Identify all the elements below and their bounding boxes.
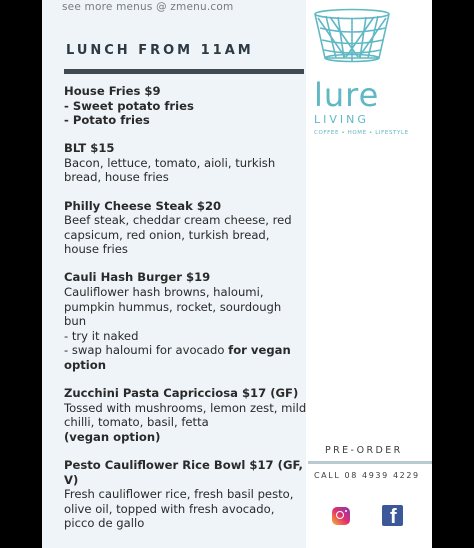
menu-item-house-fries xyxy=(64,84,309,128)
menu-item-zucchini-pasta xyxy=(64,386,309,444)
menu-item-cauli-hash-burger xyxy=(64,270,309,372)
item-option: - Sweet potato fries xyxy=(64,98,194,113)
facebook-icon[interactable]: f xyxy=(382,505,403,526)
item-description: Bacon, lettuce, tomato, aioli, turkish xyxy=(64,155,276,170)
item-description: Beef steak, cheddar cream cheese, red xyxy=(64,213,292,228)
item-title: BLT $15 xyxy=(64,141,115,156)
item-description: bread, house fries xyxy=(64,170,169,185)
menu-list xyxy=(64,84,309,544)
vegan-bold: for vegan xyxy=(228,343,291,358)
brand-tagline: COFFEE • HOME • LIFESTYLE xyxy=(314,130,409,136)
instagram-icon[interactable] xyxy=(332,507,350,525)
menu-item-blt xyxy=(64,141,309,185)
brand-sub: LIVING xyxy=(314,113,369,126)
menu-item-pesto-cauliflower-rice-bowl xyxy=(64,458,309,531)
item-title: Zucchini Pasta Capricciosa $17 (GF) xyxy=(64,386,299,401)
item-description: olive oil, topped with fresh avocado, xyxy=(64,501,275,516)
item-description: chilli, tomato, basil, fetta xyxy=(64,415,209,430)
item-description: Tossed with mushrooms, lemon zest, mild xyxy=(64,400,307,415)
item-description: picco de gallo xyxy=(64,516,145,531)
item-description: - try it naked xyxy=(64,328,139,343)
item-title: Cauli Hash Burger $19 xyxy=(64,270,211,285)
item-description: bun xyxy=(64,314,87,329)
brand-name: lure xyxy=(314,76,380,114)
item-description: Fresh cauliflower rice, fresh basil pesto, xyxy=(64,487,294,502)
watermark-text: see more menus @ zmenu.com xyxy=(62,1,234,13)
item-vegan-option: (vegan option) xyxy=(64,429,161,444)
item-title-cont: V) xyxy=(64,472,79,487)
menu-page xyxy=(42,0,432,548)
item-description: capsicum, red onion, turkish bread, xyxy=(64,227,270,242)
instagram-dot xyxy=(345,510,348,513)
item-title: House Fries $9 xyxy=(64,84,161,98)
heading-divider xyxy=(64,69,304,74)
preorder-divider xyxy=(308,461,432,464)
item-option: - Potato fries xyxy=(64,113,150,128)
item-title: Philly Cheese Steak $20 xyxy=(64,198,222,213)
item-description: Cauliflower hash browns, haloumi, xyxy=(64,285,264,300)
menu-item-philly-cheese-steak xyxy=(64,199,309,257)
section-heading: LUNCH FROM 11AM xyxy=(66,43,254,58)
item-vegan-tail: option xyxy=(64,358,106,372)
preorder-label: PRE-ORDER xyxy=(325,445,403,456)
vegan-prefix: - swap haloumi for avocado xyxy=(64,343,229,358)
item-title: Pesto Cauliflower Rice Bowl $17 (GF, xyxy=(64,457,303,472)
item-description: pumpkin hummus, rocket, sourdough xyxy=(64,299,282,314)
item-vegan-note xyxy=(64,343,309,358)
instagram-ring xyxy=(336,511,344,519)
item-description: house fries xyxy=(64,242,128,257)
call-number[interactable]: CALL 08 4939 4229 xyxy=(314,471,420,480)
